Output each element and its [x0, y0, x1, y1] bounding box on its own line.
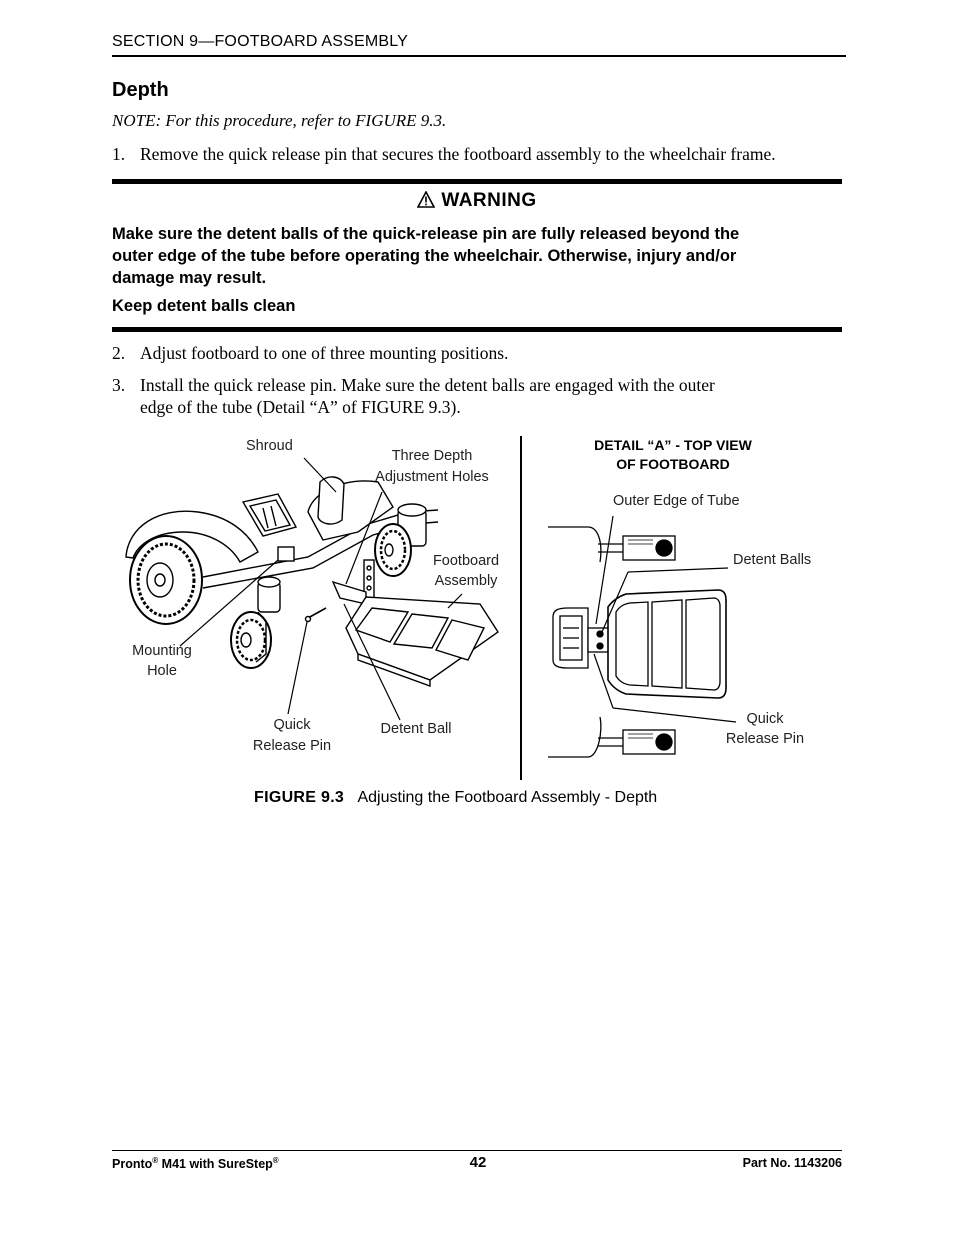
step-text-line-1: Install the quick release pin. Make sure the detent balls are engaged with the outer	[140, 375, 715, 395]
warning-bottom-rule	[112, 327, 842, 332]
step-number: 1.	[112, 144, 126, 164]
label-footboard-2: Assembly	[434, 573, 498, 589]
warning-triangle-icon	[417, 191, 435, 208]
warning-label: WARNING	[441, 190, 537, 211]
warning-title	[112, 190, 842, 212]
registered-mark: ®	[152, 1156, 159, 1165]
step-2	[112, 342, 852, 364]
page-number: 42	[469, 1154, 487, 1171]
warning-line-4: Keep detent balls clean	[112, 297, 296, 315]
label-outer-edge: Outer Edge of Tube	[613, 493, 740, 509]
step-text: Remove the quick release pin that secures the footboard assembly to the wheelchair frame.	[140, 144, 776, 164]
label-three-depth-2: Adjustment Holes	[375, 469, 489, 485]
header-rule	[112, 55, 846, 57]
warning-top-rule	[112, 179, 842, 184]
warning-line-2: outer edge of the tube before operating the wheelchair. Otherwise, injury and/or	[112, 247, 737, 265]
caption-number: FIGURE 9.3	[254, 789, 345, 806]
step-3	[112, 374, 852, 418]
label-mounting-1: Mounting	[132, 643, 192, 659]
label-detent-ball: Detent Ball	[380, 721, 452, 737]
label-detail-quick-pin-1: Quick	[746, 711, 784, 727]
figure-9-3	[108, 432, 843, 782]
part-number: Part No. 1143206	[742, 1156, 842, 1170]
step-text: Adjust footboard to one of three mounting positions.	[140, 343, 509, 363]
footer-rule	[112, 1150, 842, 1151]
footer-product	[112, 1156, 279, 1171]
procedure-note: NOTE: For this procedure, refer to FIGURE 9.3.	[112, 111, 447, 130]
label-mounting-2: Hole	[147, 663, 177, 679]
caption-text: Adjusting the Footboard Assembly - Depth	[357, 789, 658, 806]
warning-line-3: damage may result.	[112, 269, 267, 287]
label-shroud: Shroud	[246, 438, 293, 454]
detail-title-1: DETAIL “A” - TOP VIEW	[594, 437, 752, 453]
detail-drawing	[548, 516, 736, 757]
label-detent-balls: Detent Balls	[733, 552, 812, 568]
section-header: SECTION 9—FOOTBOARD ASSEMBLY	[112, 33, 409, 50]
registered-mark: ®	[272, 1156, 279, 1165]
footer-brand: Pronto	[112, 1157, 153, 1172]
step-text-line-2: edge of the tube (Detail “A” of FIGURE 9.3).	[140, 397, 461, 417]
label-footboard-1: Footboard	[432, 553, 500, 569]
label-quick-pin-1: Quick	[273, 717, 311, 733]
detail-title-2: OF FOOTBOARD	[616, 456, 730, 472]
page-heading: Depth	[112, 79, 169, 101]
label-three-depth-1: Three Depth	[391, 448, 473, 464]
warning-line-1: Make sure the detent balls of the quick-release pin are fully released beyond the	[112, 225, 740, 243]
footer-model: M41 with SureStep	[158, 1157, 273, 1172]
label-detail-quick-pin-2: Release Pin	[725, 731, 805, 747]
label-quick-pin-2: Release Pin	[252, 738, 332, 754]
step-number: 2.	[112, 343, 126, 363]
step-1	[112, 143, 852, 165]
figure-caption	[254, 789, 657, 807]
step-number: 3.	[112, 375, 126, 395]
